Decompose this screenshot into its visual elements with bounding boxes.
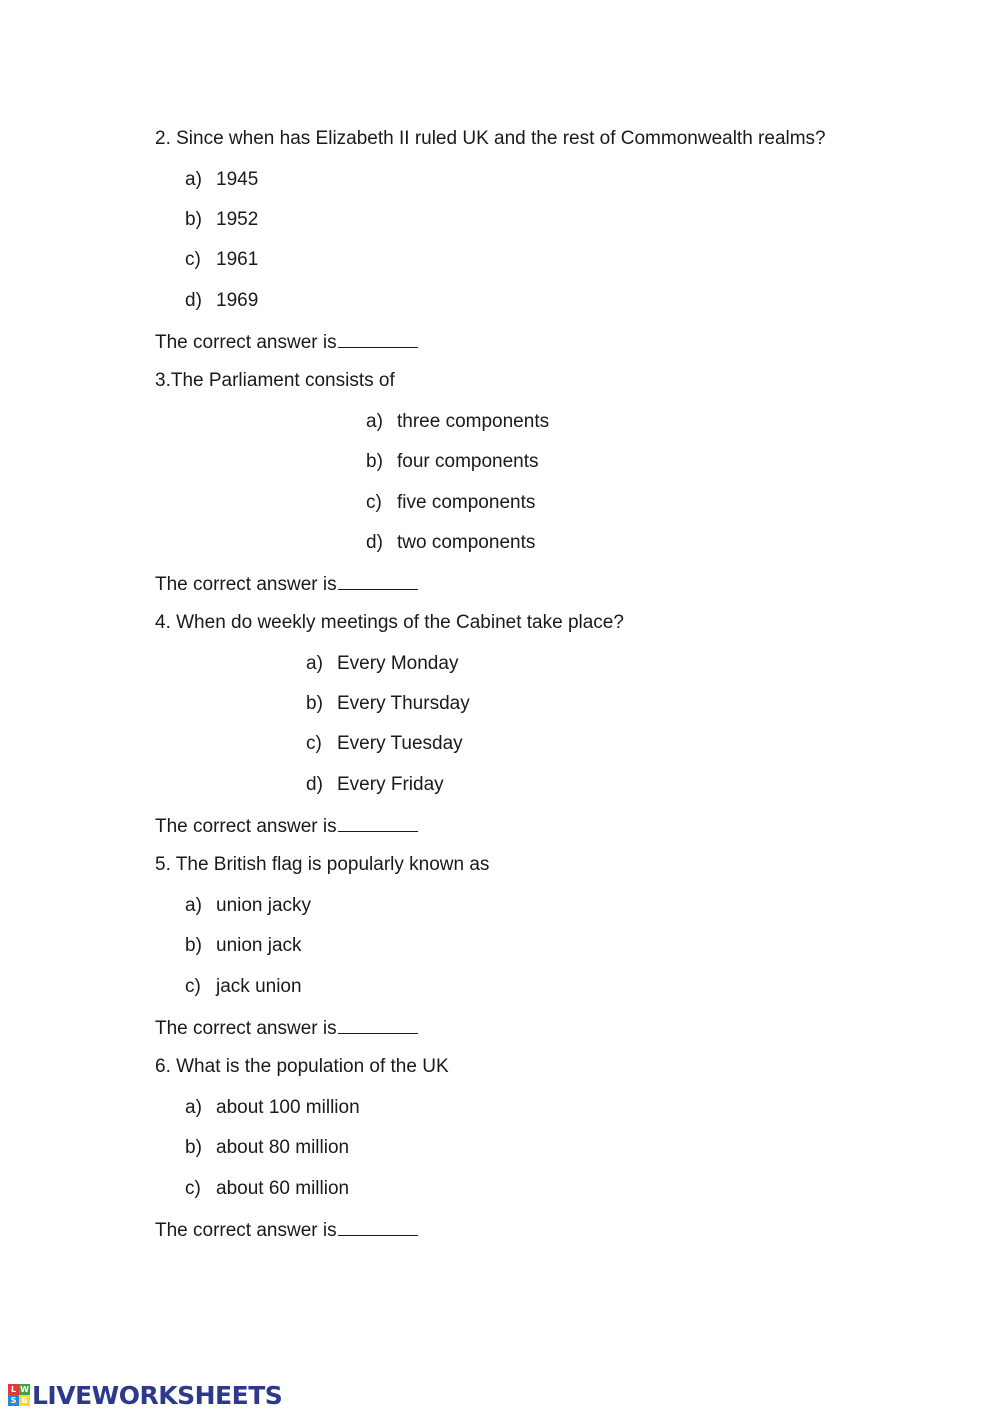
option-letter: c) bbox=[306, 733, 322, 754]
answer-label: The correct answer is bbox=[155, 1220, 337, 1241]
question-6-text: 6. What is the population of the UK bbox=[155, 1056, 449, 1077]
question-2-answer bbox=[155, 329, 418, 355]
logo-mark-icon bbox=[8, 1384, 30, 1406]
logo-mark-cell: S bbox=[8, 1395, 19, 1406]
logo-mark-cell: L bbox=[8, 1384, 19, 1395]
answer-label: The correct answer is bbox=[155, 1018, 337, 1039]
question-2-text: 2. Since when has Elizabeth II ruled UK and the rest of Commonwealth realms? bbox=[155, 128, 826, 149]
question-4-answer bbox=[155, 813, 418, 839]
option-text: Every Thursday bbox=[337, 693, 470, 714]
question-3-answer bbox=[155, 571, 418, 597]
question-5-option-a[interactable] bbox=[185, 894, 311, 918]
question-5-option-c[interactable] bbox=[185, 975, 302, 999]
option-letter: a) bbox=[185, 169, 202, 190]
answer-blank[interactable] bbox=[338, 1015, 418, 1034]
option-letter: d) bbox=[185, 290, 202, 311]
answer-blank[interactable] bbox=[338, 1217, 418, 1236]
question-4-option-c[interactable] bbox=[306, 732, 463, 756]
option-letter: b) bbox=[185, 209, 202, 230]
question-2-option-b[interactable] bbox=[185, 208, 258, 232]
question-3-text: 3.The Parliament consists of bbox=[155, 370, 395, 391]
question-2-option-c[interactable] bbox=[185, 248, 258, 272]
option-letter: d) bbox=[306, 774, 323, 795]
question-2-option-a[interactable] bbox=[185, 168, 258, 192]
option-text: 1969 bbox=[216, 290, 259, 311]
option-text: union jack bbox=[216, 935, 302, 956]
question-6-answer bbox=[155, 1217, 418, 1243]
option-letter: a) bbox=[185, 895, 202, 916]
option-letter: a) bbox=[306, 653, 323, 674]
option-text: five components bbox=[397, 492, 536, 513]
option-text: Every Friday bbox=[337, 774, 444, 795]
question-4-option-d[interactable] bbox=[306, 773, 444, 797]
option-letter: b) bbox=[185, 935, 202, 956]
option-text: jack union bbox=[216, 976, 302, 997]
answer-blank[interactable] bbox=[338, 329, 418, 348]
option-letter: c) bbox=[185, 976, 201, 997]
option-text: Every Tuesday bbox=[337, 733, 463, 754]
question-4-option-b[interactable] bbox=[306, 692, 470, 716]
option-letter: b) bbox=[306, 693, 323, 714]
question-3-option-d[interactable] bbox=[366, 531, 535, 555]
answer-blank[interactable] bbox=[338, 571, 418, 590]
option-text: union jacky bbox=[216, 895, 312, 916]
question-6-option-b[interactable] bbox=[185, 1136, 349, 1160]
question-6-option-a[interactable] bbox=[185, 1096, 360, 1120]
option-letter: a) bbox=[185, 1097, 202, 1118]
question-4-text: 4. When do weekly meetings of the Cabinet take place? bbox=[155, 612, 624, 633]
option-letter: a) bbox=[366, 411, 383, 432]
question-6-option-c[interactable] bbox=[185, 1177, 349, 1201]
option-letter: c) bbox=[185, 249, 201, 270]
option-text: about 80 million bbox=[216, 1137, 350, 1158]
option-text: three components bbox=[397, 411, 550, 432]
answer-label: The correct answer is bbox=[155, 816, 337, 837]
answer-label: The correct answer is bbox=[155, 574, 337, 595]
question-4-option-a[interactable] bbox=[306, 652, 458, 676]
option-text: Every Monday bbox=[337, 653, 459, 674]
option-text: 1961 bbox=[216, 249, 259, 270]
option-letter: c) bbox=[366, 492, 382, 513]
option-text: about 60 million bbox=[216, 1178, 350, 1199]
liveworksheets-logo bbox=[8, 1378, 282, 1412]
question-2-option-d[interactable] bbox=[185, 289, 258, 313]
option-letter: d) bbox=[366, 532, 383, 553]
question-5-text: 5. The British flag is popularly known as bbox=[155, 854, 490, 875]
question-5-answer bbox=[155, 1015, 418, 1041]
logo-mark-cell: W bbox=[20, 1385, 29, 1394]
option-text: 1945 bbox=[216, 169, 259, 190]
logo-mark-cell: B bbox=[19, 1395, 30, 1406]
answer-label: The correct answer is bbox=[155, 332, 337, 353]
question-3-option-c[interactable] bbox=[366, 491, 535, 515]
option-text: about 100 million bbox=[216, 1097, 360, 1118]
option-text: four components bbox=[397, 451, 539, 472]
answer-blank[interactable] bbox=[338, 813, 418, 832]
question-5-option-b[interactable] bbox=[185, 934, 302, 958]
option-letter: c) bbox=[185, 1178, 201, 1199]
option-letter: b) bbox=[185, 1137, 202, 1158]
logo-text: LIVEWORKSHEETS bbox=[32, 1380, 283, 1410]
option-text: two components bbox=[397, 532, 536, 553]
option-letter: b) bbox=[366, 451, 383, 472]
question-3-option-b[interactable] bbox=[366, 450, 539, 474]
question-3-option-a[interactable] bbox=[366, 410, 549, 434]
option-text: 1952 bbox=[216, 209, 259, 230]
